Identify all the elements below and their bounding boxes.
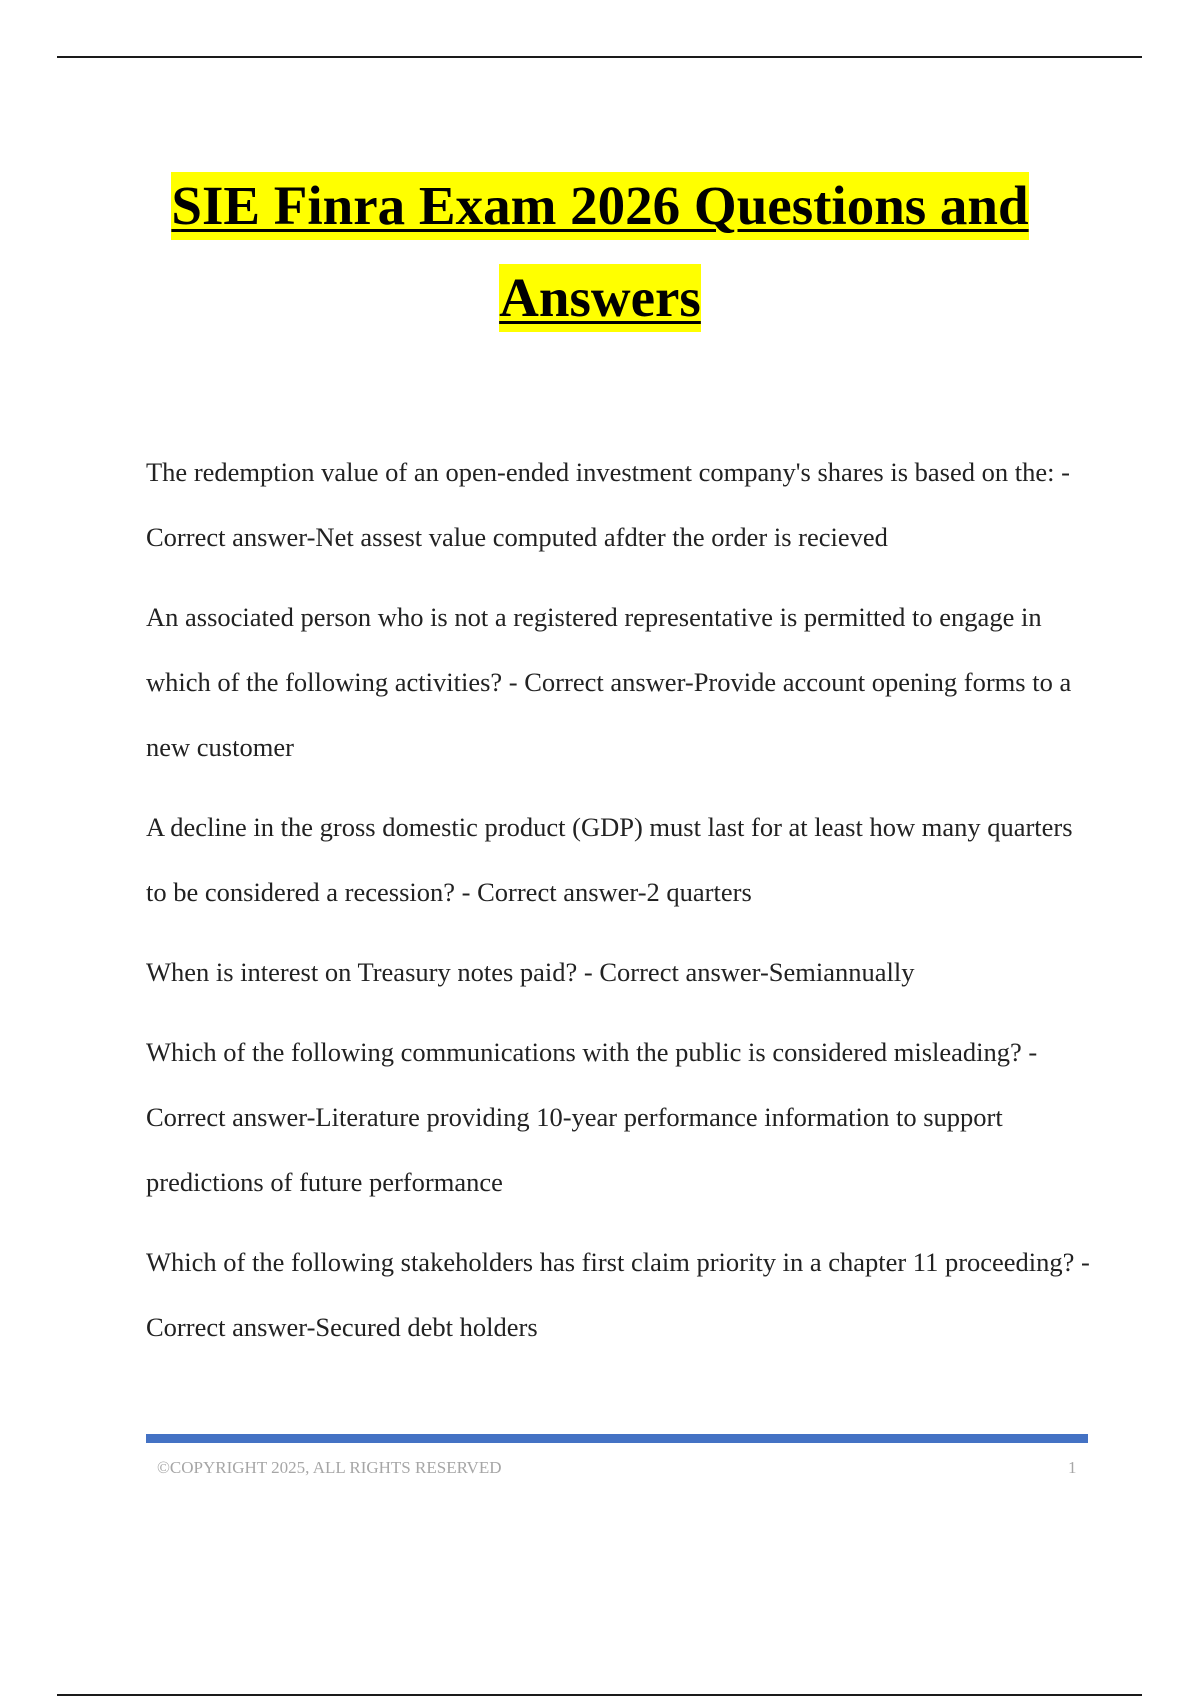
title-line-1: SIE Finra Exam 2026 Questions and (171, 172, 1028, 240)
qa-item: When is interest on Treasury notes paid? - Correct answer-Semiannually (146, 957, 915, 987)
title-line-2: Answers (499, 264, 701, 332)
footer-copyright: ©COPYRIGHT 2025, ALL RIGHTS RESERVED (157, 1458, 502, 1477)
qa-item: Which of the following stakeholders has first claim priority in a chapter 11 proceeding? - Correct answer-Secured debt holders (146, 1247, 1090, 1342)
top-rule (57, 56, 1142, 58)
qa-item: The redemption value of an open-ended investment company's shares is based on the: - Correct answer-Net assest value computed afdter the order is recieved (146, 457, 1070, 552)
document-title (0, 172, 1200, 332)
footer-accent-bar (146, 1434, 1088, 1443)
qa-item: A decline in the gross domestic product (GDP) must last for at least how many quarters to be considered a recession? - Correct answer-2 quarters (146, 812, 1073, 907)
qa-item: Which of the following communications with the public is considered misleading? - Correct answer-Literature providing 10-year performance information to support predictions of future performance (146, 1037, 1038, 1197)
qa-item: An associated person who is not a registered representative is permitted to engage in which of the following activities? - Correct answer-Provide account opening forms to a new customer (146, 602, 1072, 762)
qa-list (146, 440, 1096, 1375)
bottom-rule (57, 1694, 1142, 1696)
page-number: 1 (1068, 1458, 1077, 1477)
